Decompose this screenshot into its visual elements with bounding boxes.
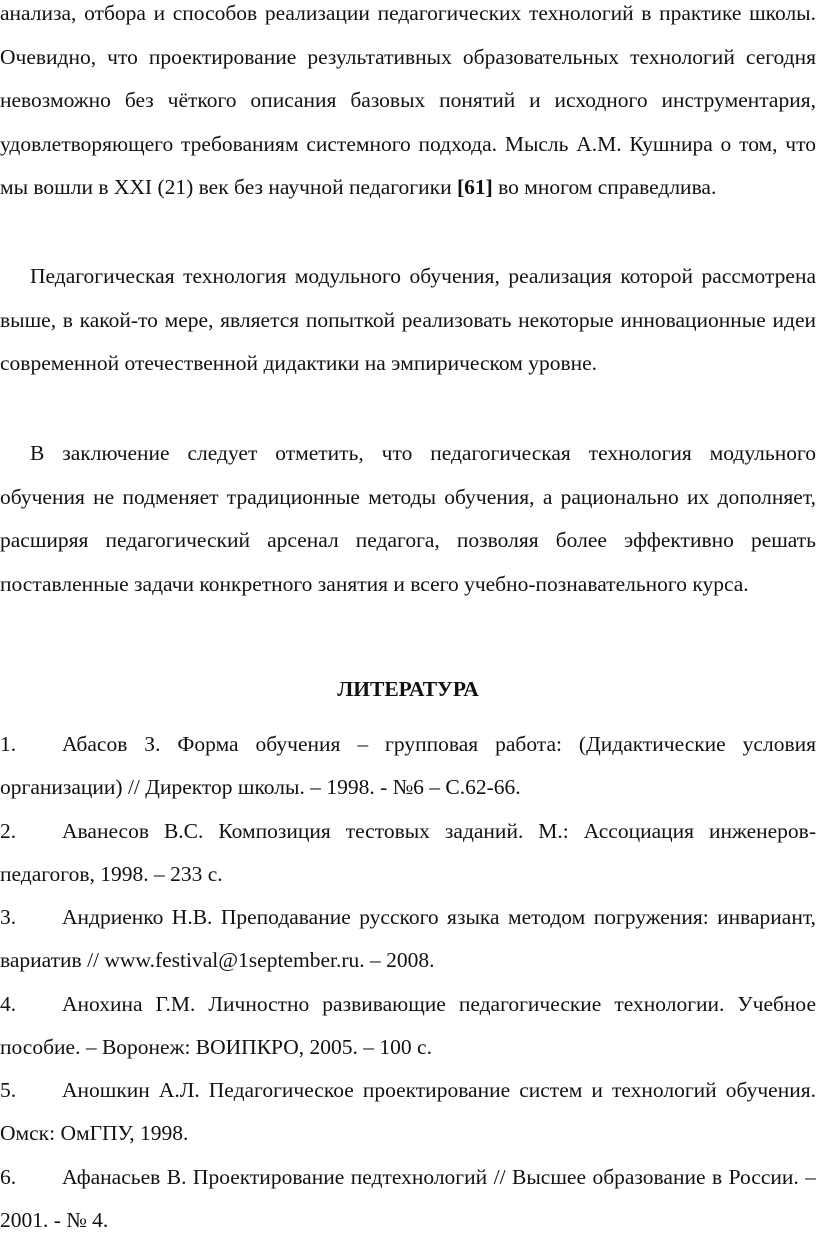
reference-text: Андриенко Н.В. Преподавание русского языка методом погружения: инвариант, вариатив // www.festival@1september.ru. – 2008. (0, 905, 816, 972)
reference-text: Аванесов В.С. Композиция тестовых заданий. М.: Ассоциация инженеров-педагогов, 1998. – 233 с. (0, 818, 816, 886)
references-heading: ЛИТЕРАТУРА (337, 677, 479, 701)
reference-number: 6. (0, 1164, 17, 1189)
references-list (0, 723, 816, 1242)
paragraph-intro (0, 0, 816, 210)
reference-text: Аношкин А.Л. Педагогическое проектирование систем и технологий обучения. Омск: ОмГПУ, 1998. (0, 1078, 816, 1145)
paragraph-conclusion: В заключение следует отметить, что педагогическая технология модульного обучения не подменяет традиционные методы обучения, а рационально их дополняет, расширяя педагогический арсенал педагога, позволяя более эффективно решать поставленные задачи конкретного занятия и всего учебно-познавательного курса. (0, 441, 816, 596)
reference-number: 5. (0, 1078, 17, 1102)
reference-number: 4. (0, 991, 17, 1016)
reference-number: 2. (0, 818, 17, 843)
reference-item (0, 983, 816, 1069)
paragraph-intro-tail: во многом справедлива. (492, 175, 717, 199)
paragraph-modular-technology: Педагогическая технология модульного обучения, реализация которой рассмотрена выше, в какой-то мере, является попыткой реализовать некоторые инновационные идеи современной отечественной дидактики на эмпирическом уровне. (0, 264, 816, 375)
reference-item (0, 810, 816, 896)
reference-item (0, 896, 816, 982)
reference-item (0, 1069, 816, 1155)
reference-item (0, 1156, 816, 1242)
reference-text: Анохина Г.М. Личностно развивающие педагогические технологии. Учебное пособие. – Воронеж: ВОИПКРО, 2005. – 100 с. (0, 991, 816, 1059)
citation-reference: [61] (456, 175, 493, 199)
reference-text: Абасов З. Форма обучения – групповая работа: (Дидактические условия организации) // Директор школы. – 1998. - №6 – С.62-66. (0, 732, 816, 799)
reference-number: 3. (0, 905, 17, 929)
paragraph-intro-text: анализа, отбора и способов реализации педагогических технологий в практике школы. Очевидно, что проектирование результативных образовательных технологий сегодня невозможно без чёткого описания базовых понятий и исходного инструментария, удовлетворяющего требованиям системного подхода. Мысль А.М. Кушнира о том, что мы вошли в XXI (21) век без научной педагогики (0, 1, 816, 199)
reference-text: Афанасьев В. Проектирование педтехнологий // Высшее образование в России. – 2001. - № 4. (0, 1164, 816, 1232)
reference-item (0, 723, 816, 809)
reference-number: 1. (0, 732, 17, 756)
